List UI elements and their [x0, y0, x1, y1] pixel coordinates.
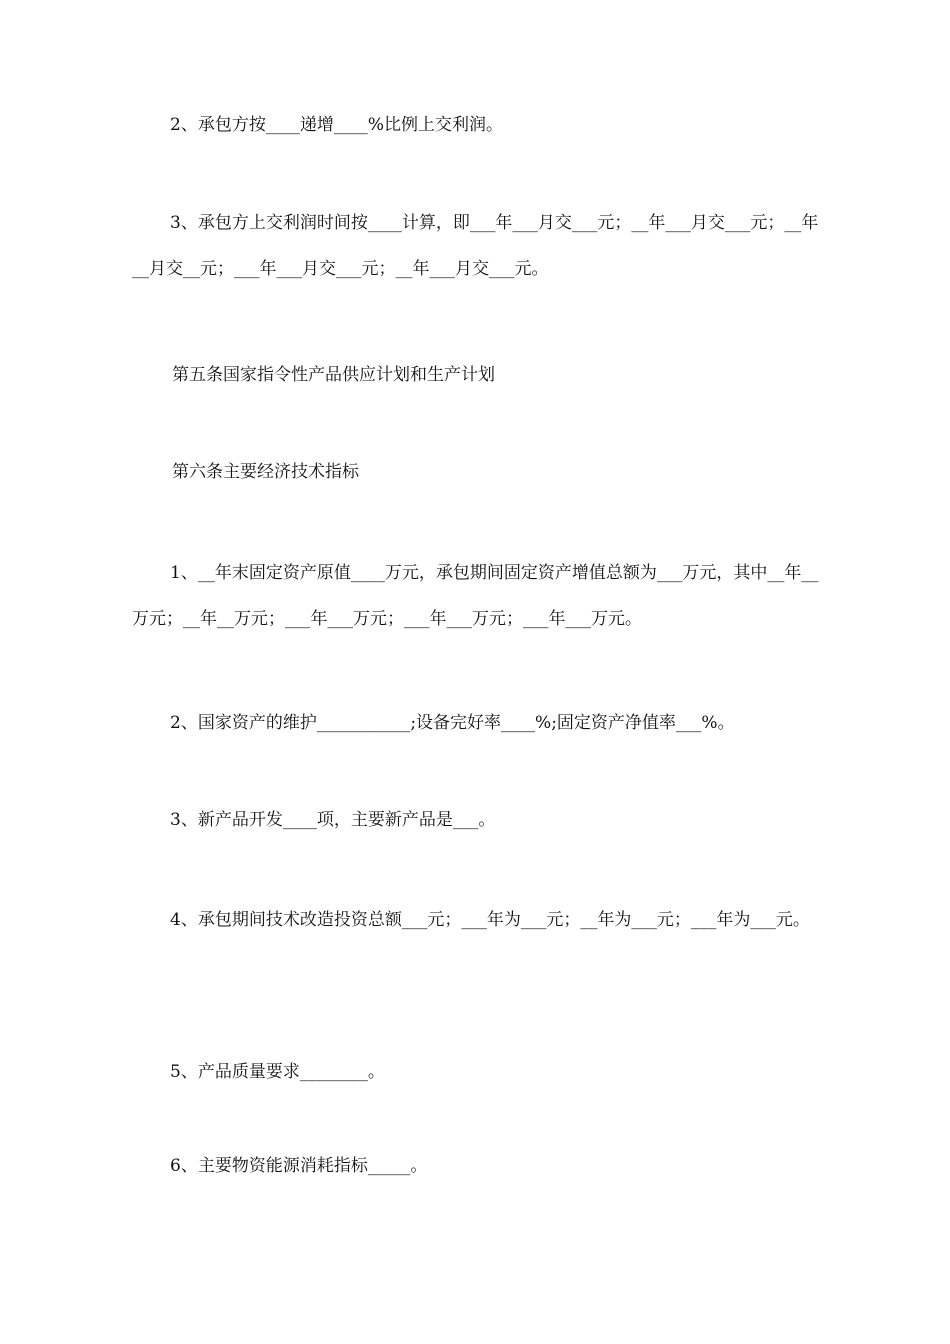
indicator-item-2-asset-maintenance: 2、国家资产的维护___________;设备完好率____%;固定资产净值率___%。	[170, 713, 735, 733]
indicator-item-3-new-products: 3、新产品开发____项，主要新产品是___。	[170, 810, 496, 830]
clause-item-2-profit-ratio: 2、承包方按____递增____%比例上交利润。	[170, 115, 503, 135]
article-5-heading: 第五条国家指令性产品供应计划和生产计划	[172, 365, 495, 385]
indicator-item-1-fixed-assets: 1、__年末固定资产原值____万元，承包期间固定资产增值总额为___万元，其中__年__万元；__年__万元；___年___万元；___年___万元；___年___万元。	[132, 563, 819, 629]
clause-item-3-profit-schedule: 3、承包方上交利润时间按____计算，即___年___月交___元；__年___月交___元；__年__月交__元；___年___月交___元；__年___月交___元。	[132, 213, 819, 279]
indicator-item-6-consumption: 6、主要物资能源消耗指标_____。	[170, 1156, 428, 1176]
indicator-item-4-tech-investment: 4、承包期间技术改造投资总额___元；___年为___元；__年为___元；___年为___元。	[170, 910, 810, 930]
indicator-item-5-quality: 5、产品质量要求________。	[170, 1062, 385, 1082]
article-6-heading: 第六条主要经济技术指标	[172, 462, 359, 482]
